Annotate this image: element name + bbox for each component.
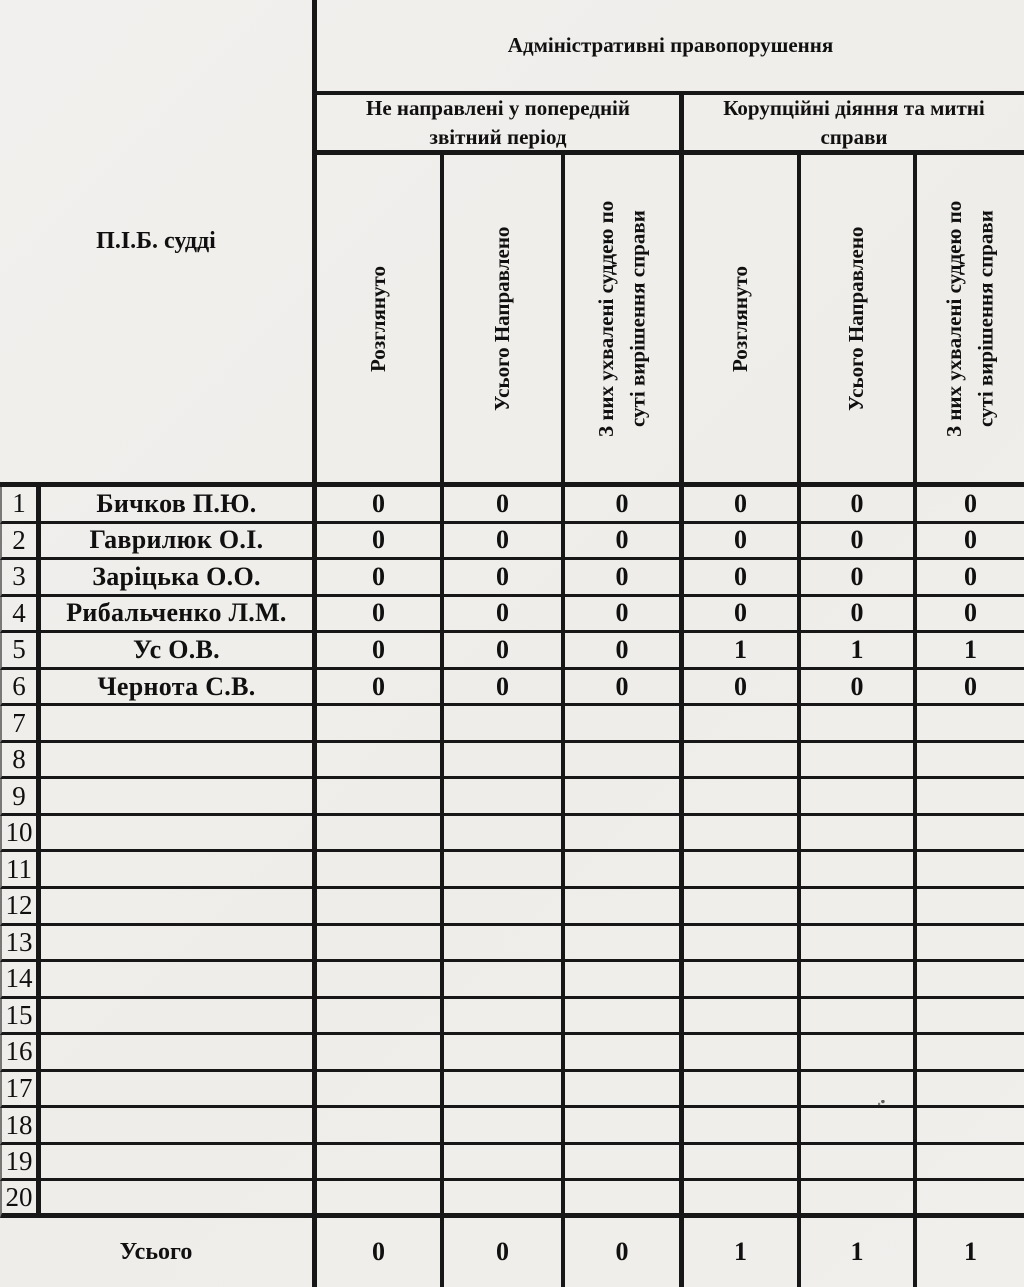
value-cell: [801, 889, 917, 926]
column-header-cell: [917, 155, 1024, 487]
value-cell: [917, 816, 1024, 853]
judge-name: [41, 779, 317, 816]
value-cell: [917, 1035, 1024, 1072]
value-cell: [801, 743, 917, 780]
value-cell: 0: [684, 524, 801, 561]
judge-name: [41, 889, 317, 926]
value-cell: [317, 1181, 444, 1218]
judge-name: [41, 999, 317, 1036]
value-cell: [565, 962, 684, 999]
judge-name: Заріцька О.О.: [41, 560, 317, 597]
value-cell: [917, 1181, 1024, 1218]
value-cell: 0: [565, 597, 684, 634]
value-cell: [917, 852, 1024, 889]
value-cell: 0: [444, 670, 565, 707]
value-cell: [801, 779, 917, 816]
value-cell: [565, 816, 684, 853]
judge-name: [41, 1035, 317, 1072]
judge-name: [41, 816, 317, 853]
row-number: 4: [0, 597, 41, 634]
value-cell: [317, 1108, 444, 1145]
value-cell: [684, 1108, 801, 1145]
column-header-decided-on-merits-1: З них ухвалені суддею по суті вирішення справи: [593, 200, 649, 437]
value-cell: 0: [444, 633, 565, 670]
value-cell: 0: [565, 633, 684, 670]
value-cell: [444, 889, 565, 926]
judge-name: [41, 1181, 317, 1218]
value-cell: [317, 852, 444, 889]
value-cell: [917, 1108, 1024, 1145]
value-cell: [801, 1072, 917, 1109]
value-cell: [444, 816, 565, 853]
row-number: 2: [0, 524, 41, 561]
group-header-corruption-customs: [684, 95, 1024, 155]
group-header-not-forwarded: [317, 95, 684, 155]
value-cell: [801, 1035, 917, 1072]
value-cell: [317, 1072, 444, 1109]
value-cell: [684, 889, 801, 926]
value-cell: [444, 706, 565, 743]
totals-value: 1: [964, 1237, 977, 1267]
value-cell: 0: [917, 597, 1024, 634]
value-cell: [565, 1181, 684, 1218]
totals-value: 0: [317, 1218, 444, 1287]
judge-name: [41, 1108, 317, 1145]
value-cell: [565, 1108, 684, 1145]
value-cell: [684, 1145, 801, 1182]
row-number: 9: [0, 779, 41, 816]
judge-name: Гаврилюк О.І.: [41, 524, 317, 561]
value-cell: [565, 1145, 684, 1182]
totals-label: Усього: [0, 1218, 317, 1287]
column-header-reviewed-1: Розглянуто: [365, 265, 390, 372]
row-number: 19: [0, 1145, 41, 1182]
value-cell: [317, 706, 444, 743]
value-cell: [684, 1072, 801, 1109]
judge-name: Бичков П.Ю.: [41, 487, 317, 524]
row-number: 5: [0, 633, 41, 670]
row-number: 7: [0, 706, 41, 743]
value-cell: 0: [801, 524, 917, 561]
value-cell: [917, 926, 1024, 963]
judge-name: [41, 1145, 317, 1182]
value-cell: 0: [917, 560, 1024, 597]
value-cell: [917, 1072, 1024, 1109]
top-header-label: Адміністративні правопорушення: [507, 33, 834, 57]
value-cell: 0: [317, 633, 444, 670]
judge-name: [41, 706, 317, 743]
row-number: 8: [0, 743, 41, 780]
value-cell: [317, 926, 444, 963]
value-cell: 0: [317, 670, 444, 707]
value-cell: [801, 926, 917, 963]
value-cell: [801, 999, 917, 1036]
row-number: 11: [0, 852, 41, 889]
value-cell: 0: [444, 487, 565, 524]
value-cell: [917, 779, 1024, 816]
column-header-cell: [317, 155, 444, 487]
value-cell: [444, 1108, 565, 1145]
value-cell: [444, 779, 565, 816]
value-cell: [917, 1145, 1024, 1182]
row-number: 3: [0, 560, 41, 597]
value-cell: 1: [684, 633, 801, 670]
value-cell: [684, 962, 801, 999]
value-cell: 0: [917, 524, 1024, 561]
value-cell: [444, 1181, 565, 1218]
column-header-decided-on-merits-2: З них ухвалені суддею по суті вирішення справи: [942, 200, 998, 437]
totals-value: 0: [565, 1218, 684, 1287]
value-cell: 0: [444, 524, 565, 561]
value-cell: [801, 706, 917, 743]
ink-speck-artifact: [878, 1100, 885, 1105]
value-cell: 0: [317, 560, 444, 597]
value-cell: [565, 889, 684, 926]
value-cell: [684, 816, 801, 853]
value-cell: 0: [801, 560, 917, 597]
value-cell: 0: [317, 524, 444, 561]
row-number: 6: [0, 670, 41, 707]
value-cell: 0: [684, 597, 801, 634]
row-number: 1: [0, 487, 41, 524]
value-cell: [565, 852, 684, 889]
value-cell: [684, 1181, 801, 1218]
group-header-label: Корупційні діяння та митні справи: [723, 96, 985, 149]
value-cell: [801, 816, 917, 853]
value-cell: [684, 1035, 801, 1072]
value-cell: [444, 999, 565, 1036]
value-cell: [317, 999, 444, 1036]
value-cell: [317, 743, 444, 780]
row-number: 12: [0, 889, 41, 926]
value-cell: [801, 852, 917, 889]
pib-header-label: П.І.Б. судді: [96, 227, 216, 254]
value-cell: [317, 1035, 444, 1072]
value-cell: [317, 1145, 444, 1182]
value-cell: [444, 962, 565, 999]
value-cell: [684, 926, 801, 963]
value-cell: 0: [565, 670, 684, 707]
judge-name: [41, 852, 317, 889]
value-cell: [917, 962, 1024, 999]
value-cell: 0: [444, 560, 565, 597]
column-header-total-sent-2: Усього Направлено: [844, 226, 869, 411]
value-cell: [917, 743, 1024, 780]
value-cell: [444, 1072, 565, 1109]
value-cell: [565, 706, 684, 743]
value-cell: [801, 1108, 917, 1145]
value-cell: [917, 999, 1024, 1036]
value-cell: [565, 779, 684, 816]
judge-name: [41, 743, 317, 780]
value-cell: 0: [317, 487, 444, 524]
row-number: 18: [0, 1108, 41, 1145]
value-cell: [317, 889, 444, 926]
value-cell: 0: [801, 597, 917, 634]
value-cell: [565, 926, 684, 963]
column-header-cell: [801, 155, 917, 487]
totals-value: 0: [444, 1218, 565, 1287]
row-number: 15: [0, 999, 41, 1036]
judge-name: [41, 926, 317, 963]
value-cell: [317, 816, 444, 853]
value-cell: [565, 1072, 684, 1109]
value-cell: 0: [317, 597, 444, 634]
column-header-reviewed-2: Розглянуто: [727, 265, 752, 372]
value-cell: 0: [444, 597, 565, 634]
value-cell: 0: [917, 670, 1024, 707]
row-number: 10: [0, 816, 41, 853]
totals-value: 1: [684, 1218, 801, 1287]
value-cell: [917, 706, 1024, 743]
value-cell: [565, 743, 684, 780]
value-cell: [684, 706, 801, 743]
column-header-cell: [565, 155, 684, 487]
value-cell: [565, 999, 684, 1036]
value-cell: 0: [684, 487, 801, 524]
value-cell: 0: [684, 560, 801, 597]
value-cell: 0: [565, 560, 684, 597]
value-cell: [684, 852, 801, 889]
value-cell: 0: [565, 524, 684, 561]
row-number: 14: [0, 962, 41, 999]
value-cell: [917, 889, 1024, 926]
value-cell: 0: [801, 670, 917, 707]
value-cell: [317, 962, 444, 999]
row-number: 17: [0, 1072, 41, 1109]
value-cell: 0: [565, 487, 684, 524]
pib-header-cell: [0, 0, 317, 487]
value-cell: 0: [684, 670, 801, 707]
value-cell: [801, 1145, 917, 1182]
value-cell: [684, 999, 801, 1036]
judge-name: Чернота С.В.: [41, 670, 317, 707]
value-cell: [684, 743, 801, 780]
value-cell: [801, 1181, 917, 1218]
column-header-total-sent-1: Усього Направлено: [489, 226, 514, 411]
value-cell: [444, 1035, 565, 1072]
row-number: 16: [0, 1035, 41, 1072]
value-cell: [444, 852, 565, 889]
value-cell: 0: [801, 487, 917, 524]
column-header-cell: [684, 155, 801, 487]
column-header-cell: [444, 155, 565, 487]
value-cell: 1: [917, 633, 1024, 670]
totals-value: 1: [801, 1218, 917, 1287]
value-cell: [444, 926, 565, 963]
judge-name: [41, 1072, 317, 1109]
judge-name: Рибальченко Л.М.: [41, 597, 317, 634]
value-cell: [801, 962, 917, 999]
value-cell: [444, 743, 565, 780]
value-cell: [684, 779, 801, 816]
row-number: 13: [0, 926, 41, 963]
judge-name: Ус О.В.: [41, 633, 317, 670]
judge-name: [41, 962, 317, 999]
group-header-label: Не направлені у попередній звітний період: [365, 96, 630, 149]
top-header-cell: [317, 0, 1024, 95]
value-cell: 1: [801, 633, 917, 670]
value-cell: [444, 1145, 565, 1182]
value-cell: [565, 1035, 684, 1072]
row-number: 20: [0, 1181, 41, 1218]
value-cell: 0: [917, 487, 1024, 524]
value-cell: [317, 779, 444, 816]
